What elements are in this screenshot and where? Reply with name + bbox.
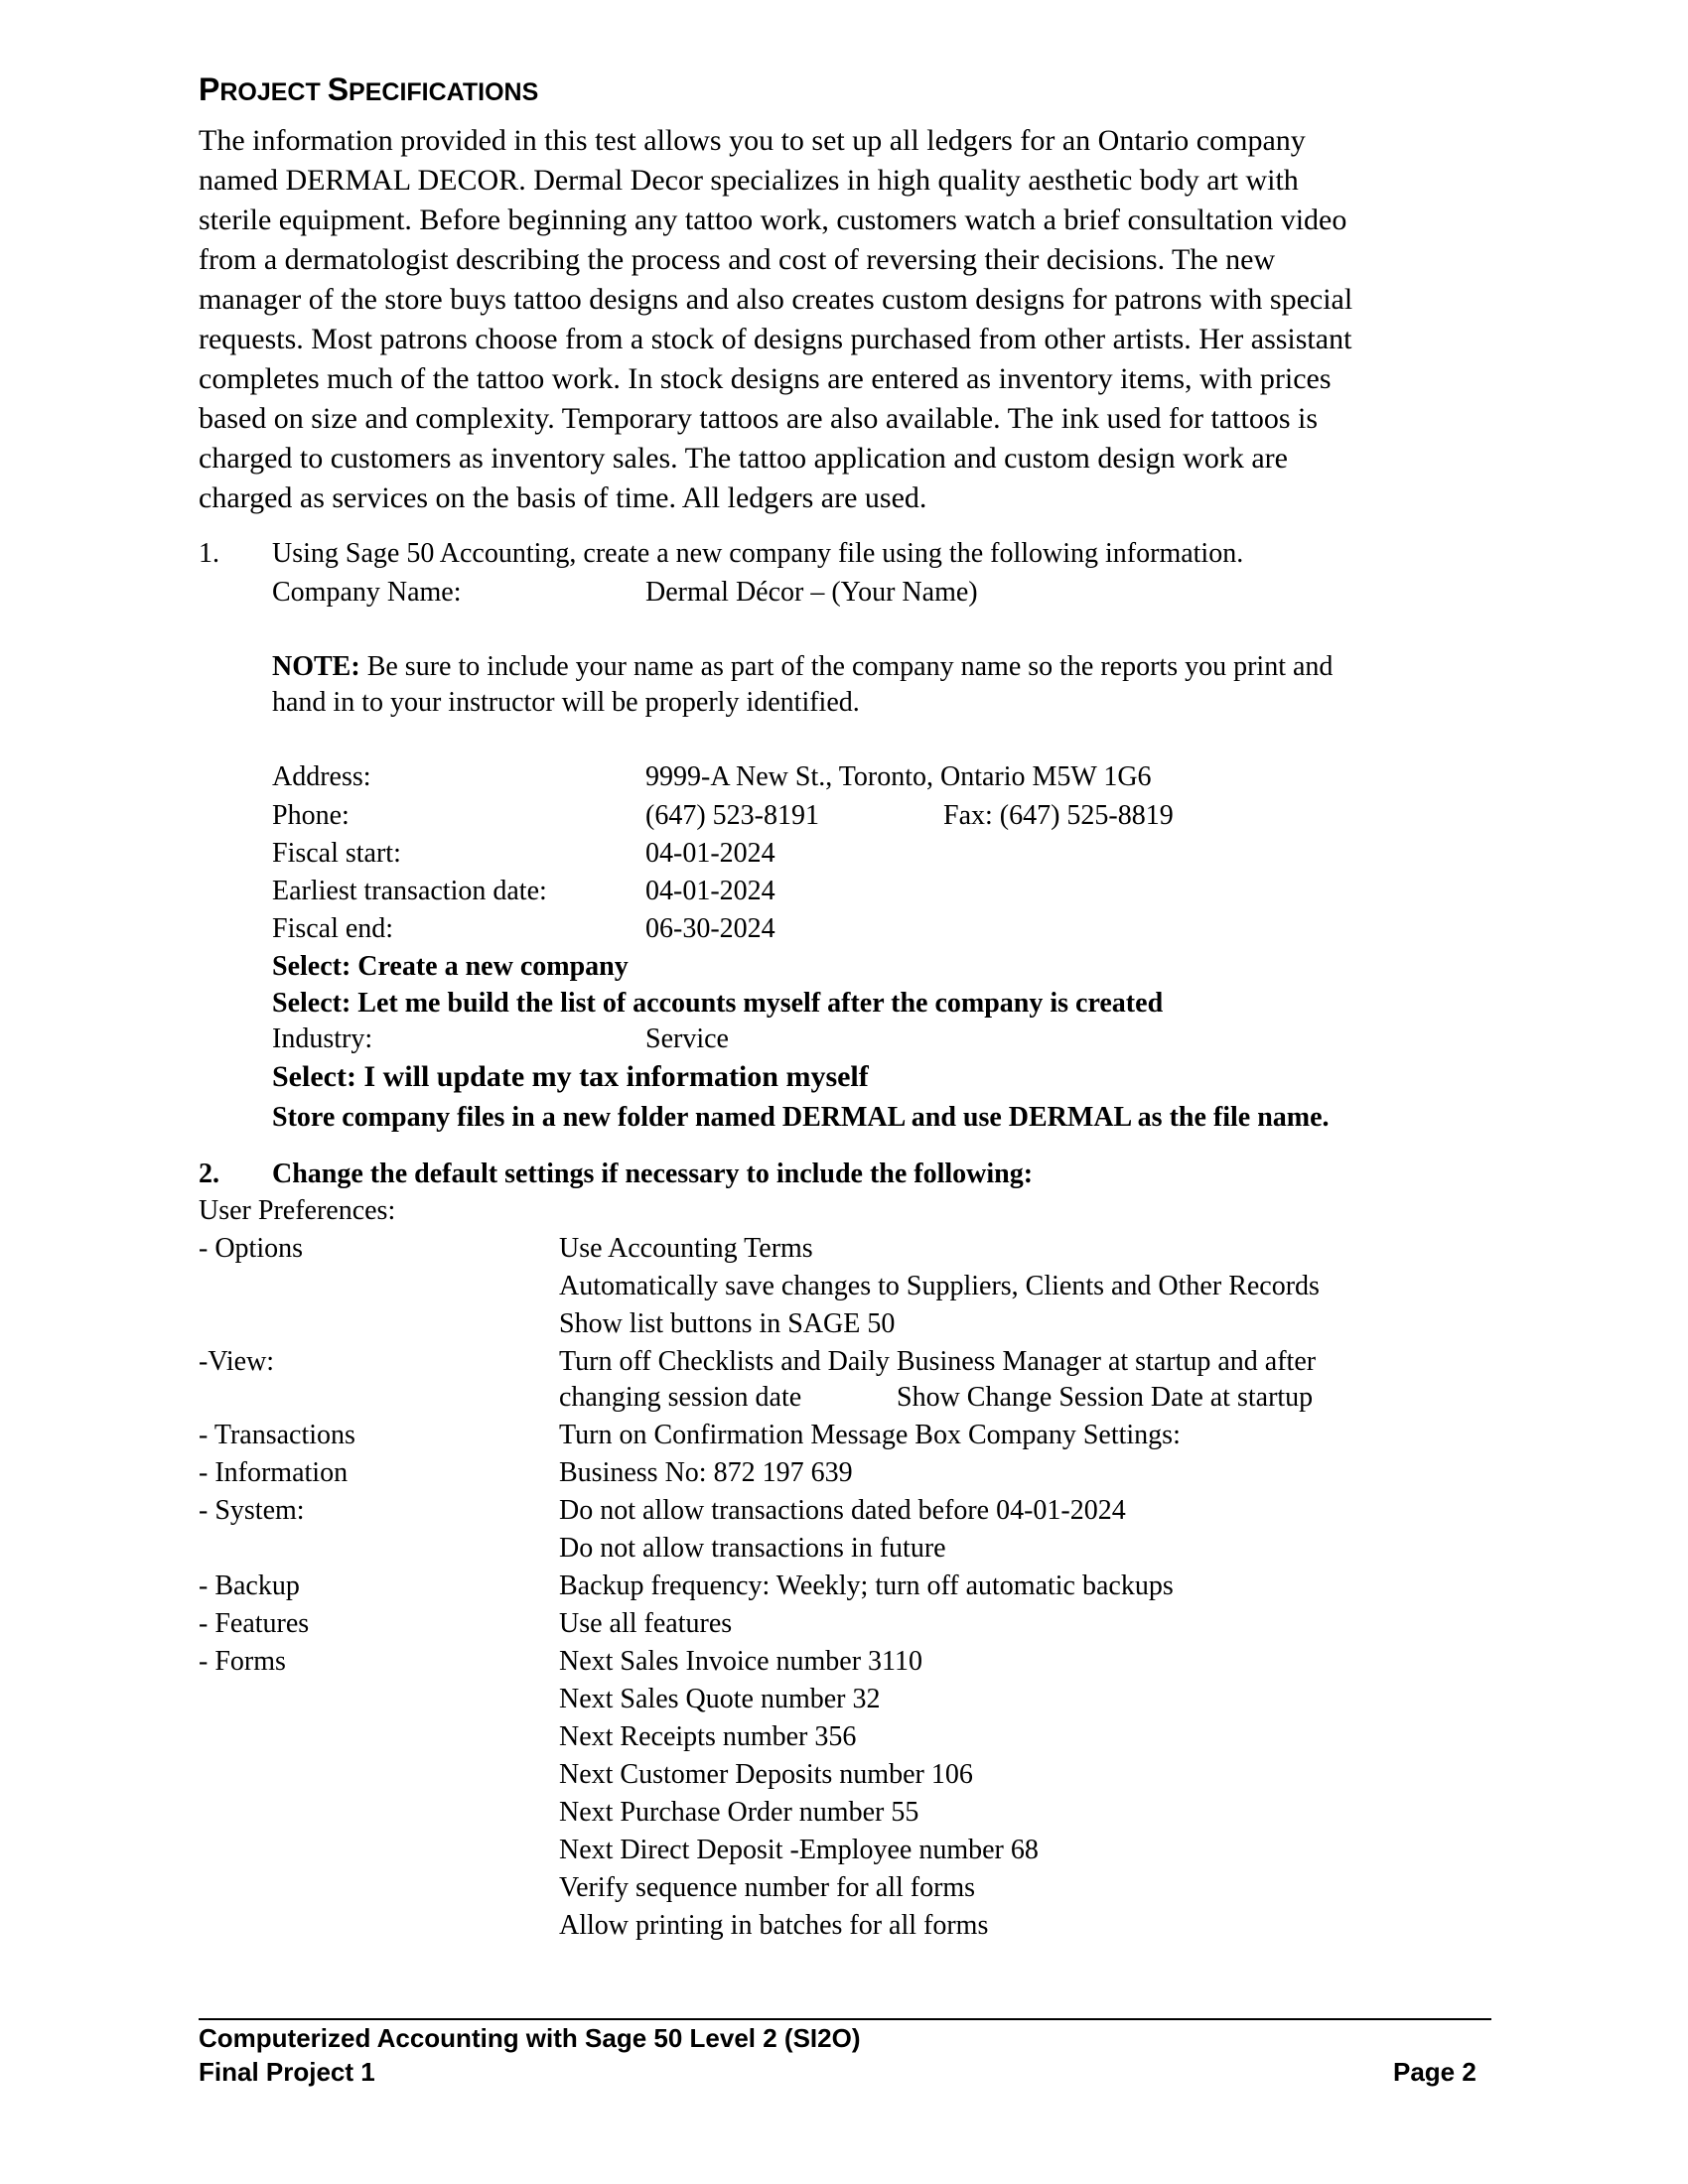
backup-label: - Backup — [199, 1570, 300, 1601]
system-label: - System: — [199, 1495, 305, 1526]
page-title: PROJECT SPECIFICATIONS — [199, 71, 539, 107]
fax-value: Fax: (647) 525-8819 — [943, 800, 1174, 831]
forms-item: Next Sales Quote number 32 — [559, 1684, 881, 1714]
options-label: - Options — [199, 1233, 303, 1264]
user-preferences-label: User Preferences: — [199, 1195, 396, 1226]
earliest-date-value: 04-01-2024 — [645, 876, 775, 906]
forms-item: Next Receipts number 356 — [559, 1721, 857, 1752]
select-create-company: Select: Create a new company — [272, 951, 629, 982]
options-item: Automatically save changes to Suppliers, Clients and Other Records — [559, 1271, 1320, 1301]
footer-divider — [199, 2018, 1491, 2020]
fiscal-end-value: 06-30-2024 — [645, 913, 775, 944]
company-name-value: Dermal Décor – (Your Name) — [645, 577, 978, 608]
step-1-number: 1. — [199, 538, 219, 569]
address-label: Address: — [272, 761, 371, 792]
footer-page-number: Page 2 — [1393, 2057, 1477, 2087]
forms-item: Next Customer Deposits number 106 — [559, 1759, 973, 1790]
earliest-date-label: Earliest transaction date: — [272, 876, 547, 906]
view-item: Show Change Session Date at startup — [897, 1382, 1314, 1413]
information-value: Business No: 872 197 639 — [559, 1457, 853, 1488]
backup-value: Backup frequency: Weekly; turn off automatic backups — [559, 1570, 1174, 1601]
note-line-2: hand in to your instructor will be properly identified. — [272, 687, 860, 718]
system-item: Do not allow transactions in future — [559, 1533, 946, 1564]
features-label: - Features — [199, 1608, 310, 1639]
fiscal-start-label: Fiscal start: — [272, 838, 401, 869]
fiscal-start-value: 04-01-2024 — [645, 838, 775, 869]
options-item: Use Accounting Terms — [559, 1233, 813, 1264]
features-value: Use all features — [559, 1608, 733, 1639]
view-label: -View: — [199, 1346, 275, 1377]
system-item: Do not allow transactions dated before 04-01-2024 — [559, 1495, 1126, 1526]
view-item: Turn off Checklists and Daily Business Manager at startup and after — [559, 1346, 1317, 1377]
transactions-value: Turn on Confirmation Message Box Company Settings: — [559, 1420, 1181, 1450]
note-line-1: NOTE: Be sure to include your name as part of the company name so the reports you print and — [272, 651, 1334, 682]
industry-label: Industry: — [272, 1024, 373, 1054]
options-item: Show list buttons in SAGE 50 — [559, 1308, 896, 1339]
step-2-heading: Change the default settings if necessary to include the following: — [272, 1159, 1034, 1189]
information-label: - Information — [199, 1457, 349, 1488]
select-build-accounts: Select: Let me build the list of accounts myself after the company is created — [272, 988, 1164, 1019]
footer-course-title: Computerized Accounting with Sage 50 Level 2 (SI2O) — [199, 2023, 861, 2053]
forms-label: - Forms — [199, 1646, 286, 1677]
phone-value: (647) 523-8191 — [645, 800, 819, 831]
forms-item: Verify sequence number for all forms — [559, 1872, 976, 1903]
address-value: 9999-A New St., Toronto, Ontario M5W 1G6 — [645, 761, 1152, 792]
step-1-instruction: Using Sage 50 Accounting, create a new company file using the following information. — [272, 538, 1244, 569]
transactions-label: - Transactions — [199, 1420, 355, 1450]
phone-label: Phone: — [272, 800, 350, 831]
store-files-instruction: Store company files in a new folder named DERMAL and use DERMAL as the file name. — [272, 1102, 1330, 1133]
forms-item: Next Sales Invoice number 3110 — [559, 1646, 922, 1677]
industry-value: Service — [645, 1024, 729, 1054]
fiscal-end-label: Fiscal end: — [272, 913, 394, 944]
company-name-label: Company Name: — [272, 577, 462, 608]
step-2-number: 2. — [199, 1159, 219, 1189]
intro-paragraph: The information provided in this test allows you to set up all ledgers for an Ontario company named DERMAL DECOR. Dermal Decor specializes in high quality aesthetic body art with sterile equipment. Before beginning any tattoo work, customers watch a brief consultation video from a dermatologist describing the process and cost of reversing their decisions. The new manager of the store buys tattoo designs and also creates custom designs for patrons with special requests. Most patrons choose from a stock of designs purchased from other artists. Her assistant completes much of the tattoo work. In stock designs are entered as inventory items, with prices based on size and complexity. Temporary tattoos are also available. The ink used for tattoos is charged to customers as inventory sales. The tattoo application and custom design work are charged as services on the basis of time. All ledgers are used. — [199, 124, 1353, 514]
select-tax-info: Select: I will update my tax information myself — [272, 1060, 869, 1093]
forms-item: Next Direct Deposit -Employee number 68 — [559, 1835, 1039, 1865]
footer-project-name: Final Project 1 — [199, 2057, 375, 2087]
forms-item: Next Purchase Order number 55 — [559, 1797, 919, 1828]
forms-item: Allow printing in batches for all forms — [559, 1910, 989, 1941]
view-item: changing session date — [559, 1382, 802, 1413]
